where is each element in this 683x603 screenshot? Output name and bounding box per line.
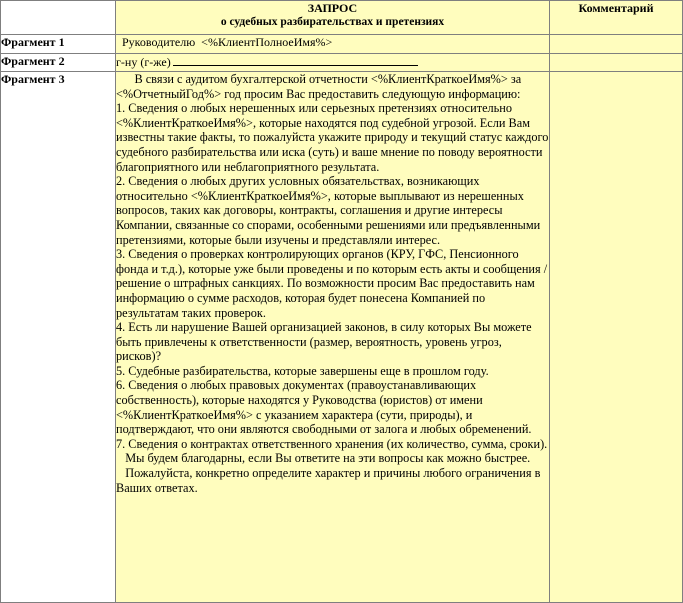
fragment-2-row xyxy=(1,54,683,72)
fragment-2-text: г-ну (г-же) xyxy=(116,55,171,69)
header-corner-cell[interactable] xyxy=(1,1,116,35)
fragment-3-intro: В связи с аудитом бухгалтерской отчетности <%КлиентКраткоеИмя%> за <%ОтчетныйГод%> год просим Вас предоставить следующую информацию: xyxy=(116,72,525,101)
comment-header-label: Комментарий xyxy=(578,1,654,15)
fragment-2-comment-cell[interactable] xyxy=(550,54,683,72)
query-title: ЗАПРОС xyxy=(307,1,358,15)
fragment-3-text-cell[interactable] xyxy=(116,72,550,603)
header-row xyxy=(1,1,683,35)
fragment-1-label[interactable]: Фрагмент 1 xyxy=(1,35,116,54)
fragment-3-item-1: 1. Сведения о любых нерешенных или серьезных претензиях относительно <%КлиентКраткоеИмя%>, которые находятся под судебной угрозой. Если Вам известны такие факты, то пожалуйста укажите природу и текущий статус каждого судебного разбирательства или иска (суть) и ваше мнение по поводу вероятности благоприятного или неблагоприятного результата. xyxy=(116,101,549,174)
fragment-3-closing-1: Мы будем благодарны, если Вы ответите на эти вопросы как можно быстрее. xyxy=(116,451,531,466)
fragment-1-comment-cell[interactable] xyxy=(550,35,683,54)
query-subtitle: о судебных разбирательствах и претензиях xyxy=(220,16,445,28)
fragment-3-item-6: 6. Сведения о любых правовых документах (правоустанавливающих собственность), которые находятся у Руководства (юристов) от имени <%КлиентКраткоеИмя%> с указанием характера (сути, природы), и подтверждают, что они являются свободными от залога и любых обременений. xyxy=(116,378,532,437)
fragment-3-item-7: 7. Сведения о контрактах ответственного хранения (их количество, сумма, сроки). xyxy=(116,436,548,451)
name-underline xyxy=(173,54,418,66)
fragment-1-text-cell[interactable] xyxy=(116,35,550,54)
comment-header-cell[interactable] xyxy=(550,1,683,35)
fragment-1-text: Руководителю <%КлиентПолноеИмя%> xyxy=(122,35,333,49)
fragment-3-item-4: 4. Есть ли нарушение Вашей организацией законов, в силу которых Вы можете быть привлечены к ответственности (размер, вероятность, уровень угроз, рисков)? xyxy=(116,320,532,364)
fragment-3-item-3: 3. Сведения о проверках контролирующих органов (КРУ, ГФС, Пенсионного фонда и т.д.), которые уже были проведены и по которым есть акты и сообщения / решение о штрафных санкциях. По возможности просим Вас предоставить нам информацию о сумме расходов, которая будет понесена Компанией по результатам таких проверок. xyxy=(116,247,548,320)
fragment-2-text-cell[interactable] xyxy=(116,54,550,72)
fragment-3-comment-cell[interactable] xyxy=(550,72,683,603)
fragment-3-closing-2: Пожалуйста, конкретно определите характер и причины любого ограничения в Ваших ответах. xyxy=(116,466,544,495)
fragment-3-item-5: 5. Судебные разбирательства, которые завершены еще в прошлом году. xyxy=(116,363,489,378)
fragment-3-label[interactable]: Фрагмент 3 xyxy=(1,72,116,603)
fragment-3-row xyxy=(1,72,683,603)
fragment-1-row xyxy=(1,35,683,54)
fragment-2-label[interactable]: Фрагмент 2 xyxy=(1,54,116,72)
query-header-cell[interactable] xyxy=(116,1,550,35)
fragment-3-item-2: 2. Сведения о любых других условных обязательствах, возникающих относительно <%КлиентКраткоеИмя%>, которые выплывают из нерешенных вопросов, таких как договоры, контракты, соглашения и другие интересы Компании, связанные со спорами, особенными решениями или предъявленными претензиями, которые были изучены и представляли интерес. xyxy=(116,174,541,247)
